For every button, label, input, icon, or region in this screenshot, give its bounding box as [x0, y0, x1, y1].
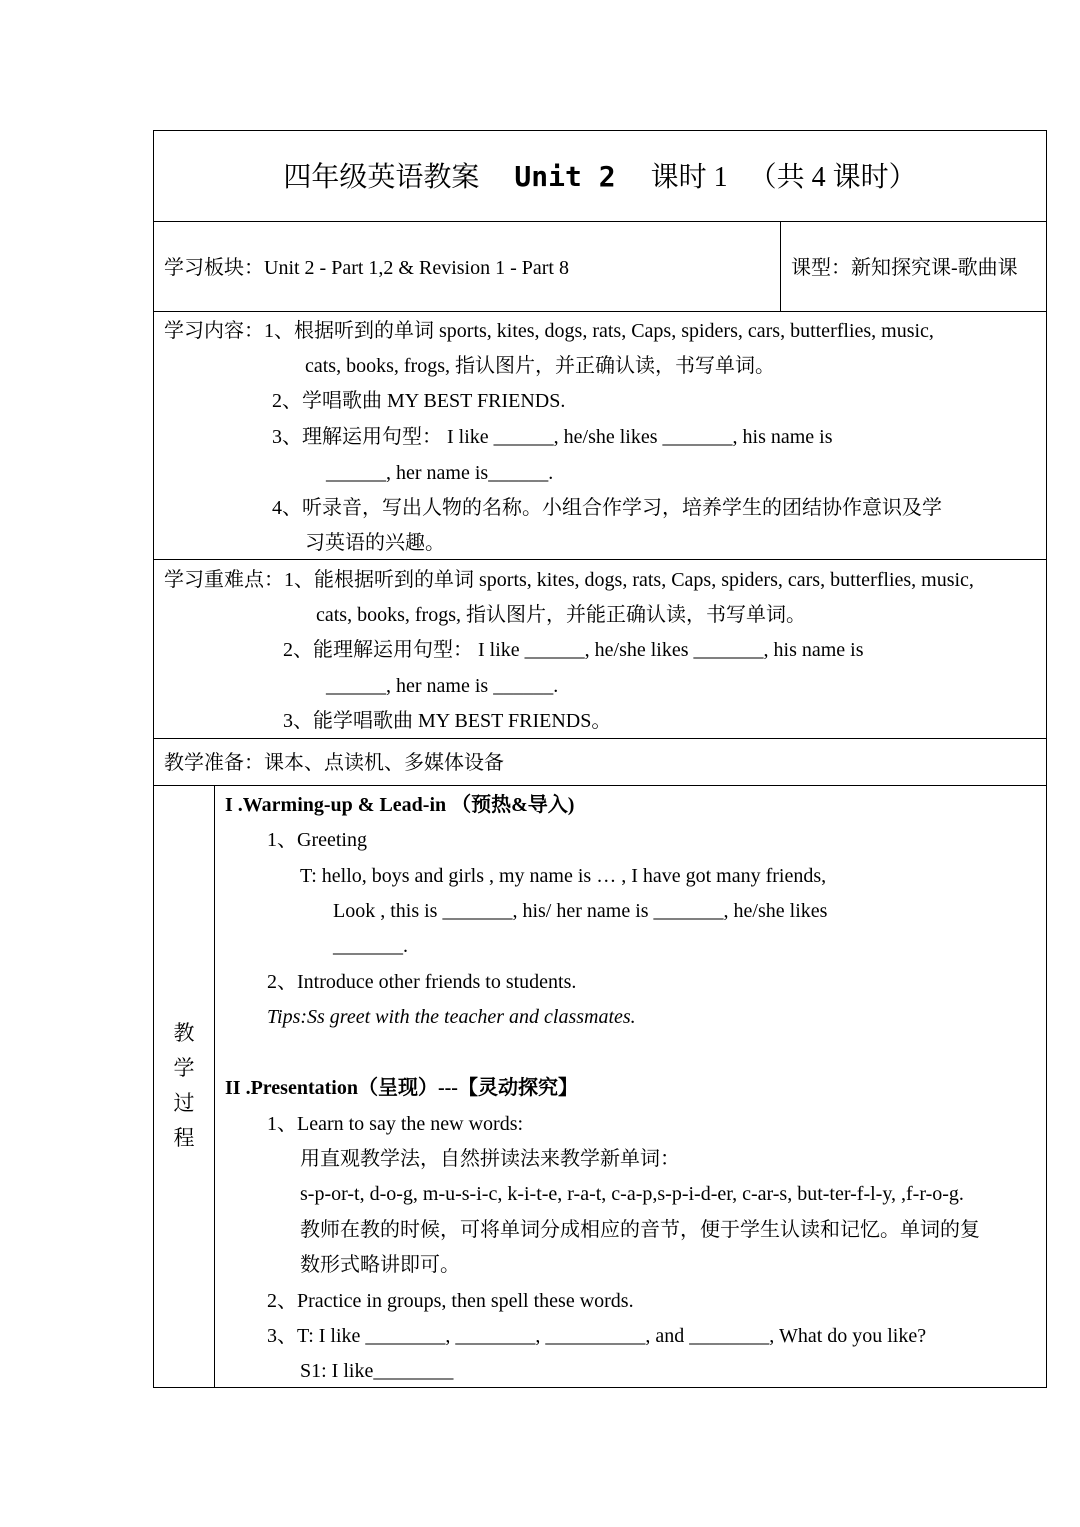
process-line: S1: I like________ [300, 1360, 454, 1382]
section-title-warmup: I .Warming-up & Lead-in （预热&导入) [225, 794, 575, 816]
row-divider [154, 311, 1046, 312]
content-line: 学习内容：1、根据听到的单词 sports, kites, dogs, rats, Caps, spiders, cars, butterflies, music, [164, 320, 934, 342]
row-divider [154, 785, 1046, 786]
row-divider [154, 221, 1046, 222]
keypoint-line: 学习重难点：1、能根据听到的单词 sports, kites, dogs, rats, Caps, spiders, cars, butterflies, music, [164, 569, 974, 591]
keypoint-line: 3、能学唱歌曲 MY BEST FRIENDS。 [283, 710, 612, 732]
keypoint-line: cats, books, frogs, 指认图片，并能正确认读，书写单词。 [316, 604, 806, 626]
content-line: cats, books, frogs, 指认图片，并正确认读，书写单词。 [305, 355, 775, 377]
process-line: Look , this is _______, his/ her name is _______, he/she likes [333, 900, 828, 922]
side-char: 学 [173, 1056, 195, 1080]
process-line: s-p-or-t, d-o-g, m-u-s-i-c, k-i-t-e, r-a-t, c-a-p,s-p-i-d-er, c-ar-s, but-ter-f-l-y, ,f-r-o-g. [300, 1183, 964, 1205]
process-line: 教师在教的时候，可将单词分成相应的音节，便于学生认读和记忆。单词的复 [300, 1219, 980, 1241]
side-char: 程 [173, 1126, 195, 1150]
section-title-presentation: II .Presentation（呈现）---【灵动探究】 [225, 1077, 578, 1099]
title-lesson: 课时 1 [650, 162, 728, 193]
lesson-type-text: 课型：新知探究课-歌曲课 [791, 257, 1018, 279]
process-line: 用直观教学法，自然拼读法来教学新单词： [300, 1148, 680, 1170]
process-line: 1、Greeting [267, 829, 367, 851]
side-char: 教 [173, 1021, 195, 1045]
keypoint-line: ______, her name is ______. [326, 675, 559, 697]
content-line: 2、学唱歌曲 MY BEST FRIENDS. [272, 390, 566, 412]
column-divider [214, 785, 215, 1387]
row-divider [154, 559, 1046, 560]
module-text: 学习板块：Unit 2 - Part 1,2 & Revision 1 - Part 8 [164, 257, 569, 279]
title-total: （共 4 课时） [748, 162, 917, 193]
content-line: 习英语的兴趣。 [305, 532, 445, 554]
process-line: 3、T: I like ________, ________, __________, and ________, What do you like? [267, 1325, 927, 1347]
content-line: 4、听录音，写出人物的名称。小组合作学习，培养学生的团结协作意识及学 [272, 497, 942, 519]
process-line: T: hello, boys and girls , my name is … , I have got many friends, [300, 865, 827, 887]
process-line: 2、Practice in groups, then spell these words. [267, 1290, 634, 1312]
content-line: ______, her name is______. [326, 462, 554, 484]
preparation-text: 教学准备：课本、点读机、多媒体设备 [164, 752, 504, 774]
process-tips: Tips:Ss greet with the teacher and classmates. [267, 1006, 636, 1028]
process-line: _______. [333, 935, 408, 957]
title-unit: Unit 2 [514, 160, 616, 193]
content-line: 3、理解运用句型： I like ______, he/she likes _______, his name is [272, 426, 833, 448]
side-char: 过 [173, 1091, 195, 1115]
process-line: 数形式略讲即可。 [300, 1254, 460, 1276]
process-side-label [154, 1016, 214, 1156]
row-divider [154, 738, 1046, 739]
column-divider [780, 221, 781, 311]
page-title [154, 159, 1046, 196]
process-line: 2、Introduce other friends to students. [267, 971, 577, 993]
keypoint-line: 2、能理解运用句型： I like ______, he/she likes _______, his name is [283, 639, 864, 661]
process-line: 1、Learn to say the new words: [267, 1113, 524, 1135]
lesson-plan-table [153, 130, 1047, 1388]
title-grade: 四年级英语教案 [283, 162, 480, 193]
